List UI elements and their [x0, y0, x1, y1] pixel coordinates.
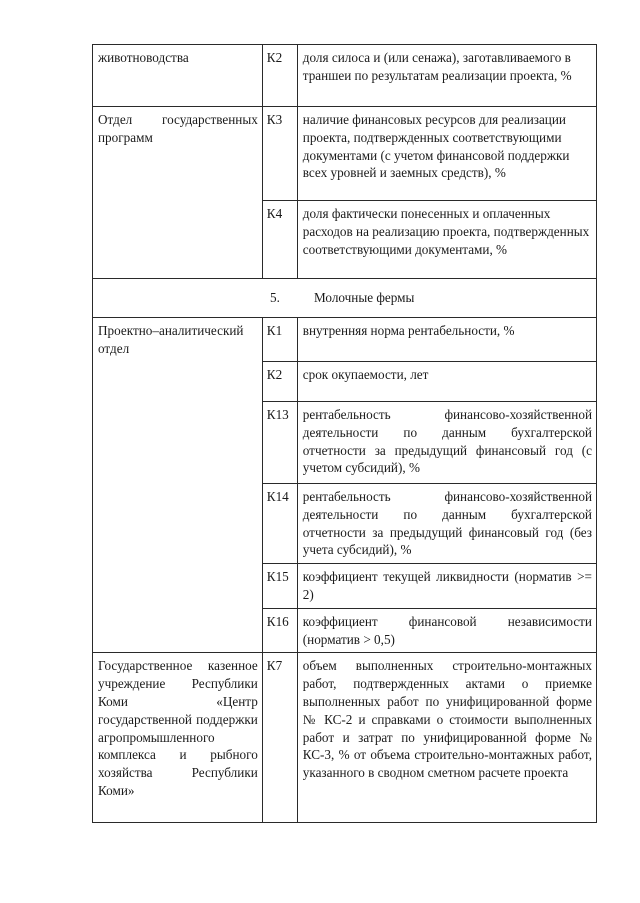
- department-cell: [93, 45, 263, 107]
- criterion-code: К14: [266, 489, 289, 504]
- criterion-text: срок окупаемости, лет: [302, 367, 429, 382]
- criterion-code: К4: [266, 206, 283, 221]
- code-cell: [262, 362, 297, 402]
- department-name: Проектно–аналитический отдел: [98, 323, 244, 356]
- criterion-cell: [297, 608, 596, 653]
- criterion-code: К1: [266, 323, 283, 338]
- code-cell: [262, 201, 297, 279]
- criterion-cell: [297, 402, 596, 484]
- criterion-code: К13: [266, 407, 289, 422]
- section-row: [93, 279, 597, 318]
- criterion-cell: [297, 653, 596, 823]
- criterion-cell: [297, 201, 596, 279]
- code-cell: [262, 318, 297, 362]
- criterion-text: доля фактически понесенных и оплаченных расходов на реализацию проекта, подтвержденных соответствующими документами, %: [302, 206, 590, 257]
- code-cell: [262, 564, 297, 609]
- department-cell: [93, 107, 263, 279]
- table-row: [93, 45, 597, 107]
- criterion-cell: [297, 362, 596, 402]
- table-row: [93, 107, 597, 201]
- criterion-text: рентабельность финансово-хозяйственной деятельности по данным бухгалтерской отчетности за предыдущий финансовый год (с учетом субсидий), %: [302, 407, 592, 476]
- criterion-code: К2: [266, 367, 283, 382]
- section-number: 5.: [270, 290, 280, 306]
- criteria-table: [92, 44, 597, 823]
- criterion-cell: [297, 318, 596, 362]
- code-cell: [262, 402, 297, 484]
- criterion-text: наличие финансовых ресурсов для реализации проекта, подтвержденных соответствующими документами (с учетом финансовой поддержки всех уровней и заемных средств), %: [302, 112, 570, 181]
- criterion-text: коэффициент финансовой независимости (норматив > 0,5): [302, 613, 592, 647]
- table-row: [93, 318, 597, 362]
- criterion-cell: [297, 107, 596, 201]
- criterion-cell: [297, 484, 596, 564]
- criterion-text: коэффициент текущей ликвидности (норматив >= 2): [302, 569, 592, 602]
- code-cell: [262, 45, 297, 107]
- section-cell: [93, 279, 597, 318]
- criterion-code: К7: [266, 658, 283, 674]
- criterion-code: К3: [266, 112, 283, 127]
- criterion-text: объем выполненных строительно-монтажных работ, подтвержденных актами о приемке выполненных работ по унифицированной форме № КС-2 и справками о стоимости выполненных работ и затрат по унифицированной форме № КС-3, % от объема строительно-монтажных работ, указанного в сводном сметном расчете проекта: [302, 658, 592, 781]
- criterion-text: рентабельность финансово-хозяйственной деятельности по данным бухгалтерской отчетности за предыдущий финансовый год (без учета субсидий), %: [302, 489, 592, 558]
- criterion-text: внутренняя норма рентабельности, %: [302, 323, 515, 338]
- code-cell: [262, 608, 297, 653]
- criterion-code: К16: [266, 613, 289, 629]
- department-name: животноводства: [98, 50, 189, 65]
- criterion-code: К2: [266, 50, 283, 65]
- department-name: Отдел государственных программ: [98, 112, 258, 145]
- criterion-cell: [297, 45, 596, 107]
- criterion-code: К15: [266, 569, 289, 585]
- section-title: Молочные фермы: [314, 290, 415, 306]
- department-cell: [93, 318, 263, 653]
- criterion-cell: [297, 564, 596, 609]
- department-name: Государственное казенное учреждение Республики Коми «Центр государственной поддержки агропромышленного комплекса и рыбного хозяйства Республики Коми»: [98, 658, 258, 798]
- criterion-text: доля силоса и (или сенажа), заготавливаемого в траншеи по результатам реализации проекта, %: [302, 50, 572, 83]
- department-cell: [93, 653, 263, 823]
- table-row: [93, 653, 597, 823]
- code-cell: [262, 653, 297, 823]
- code-cell: [262, 484, 297, 564]
- code-cell: [262, 107, 297, 201]
